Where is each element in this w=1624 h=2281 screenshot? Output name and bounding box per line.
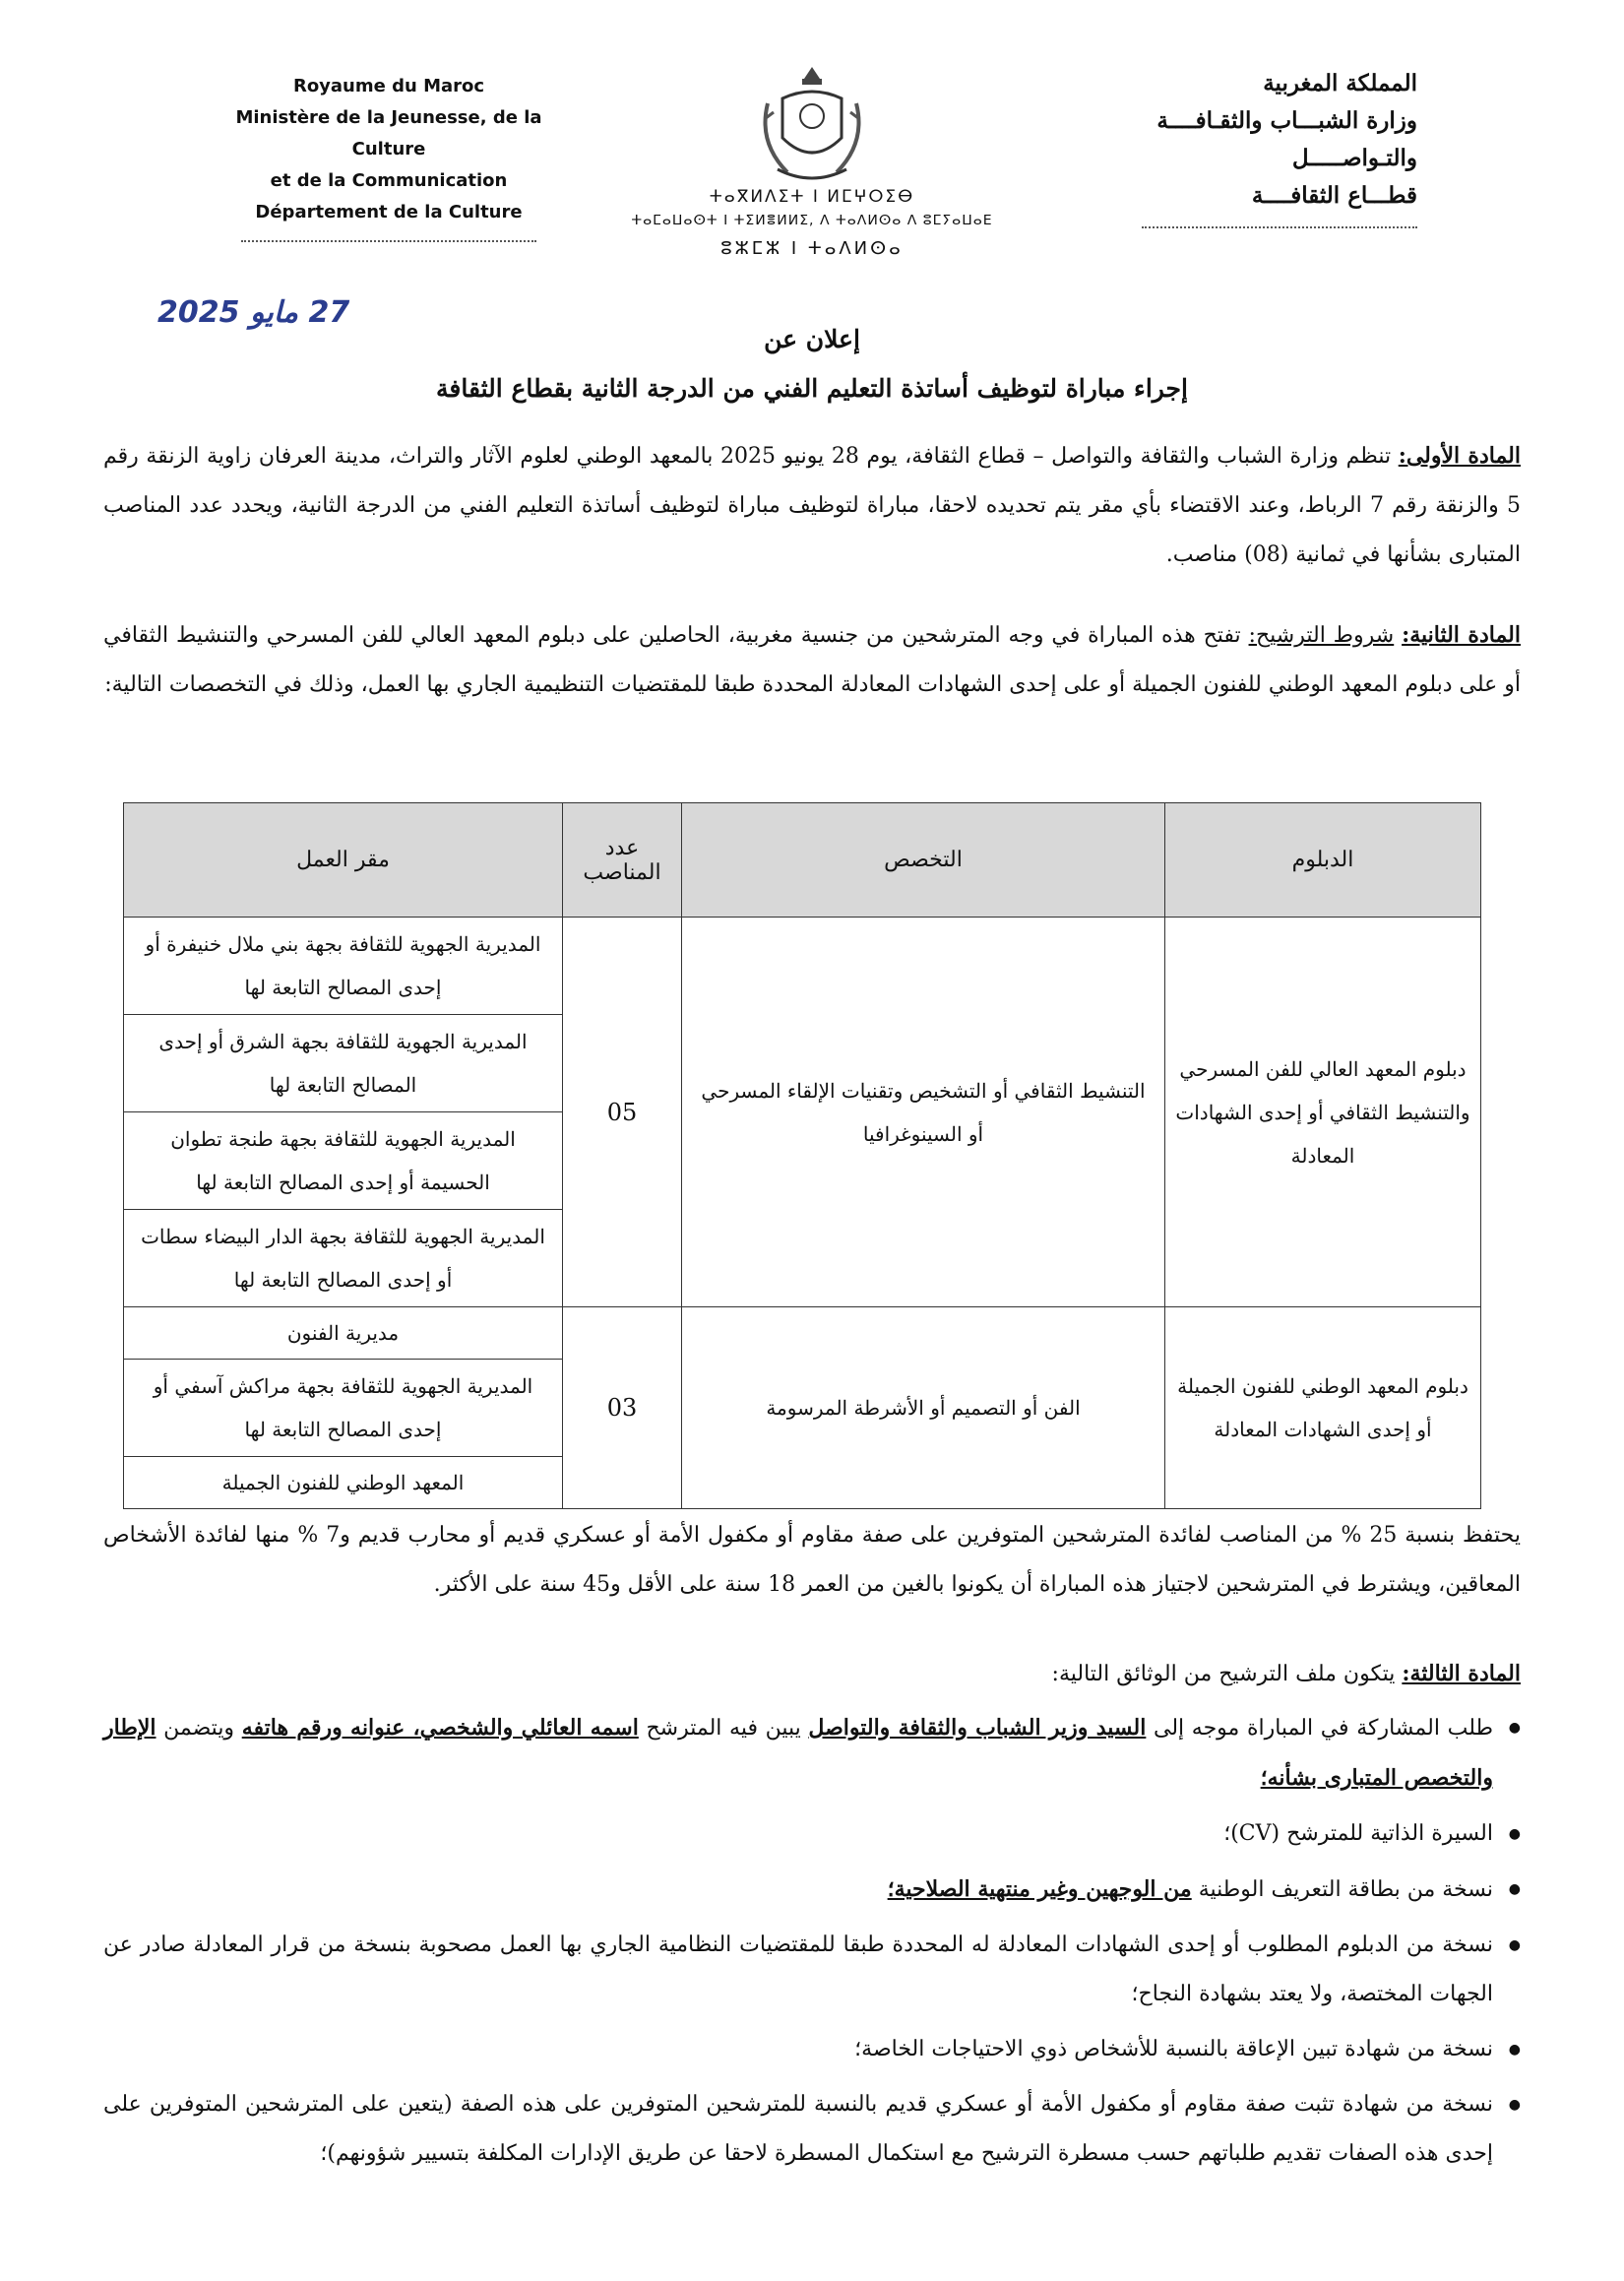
cell-workplace: المديرية الجهوية للثقافة بجهة الشرق أو إحدى المصالح التابعة لها xyxy=(124,1015,563,1112)
list-item xyxy=(103,2025,1521,2074)
list-item-text: نسخة من الدبلوم المطلوب أو إحدى الشهادات المعادلة له المحددة طبقا للمقتضيات النظامية الجاري بها العمل مصحوبة بنسخة من قرار المعادلة صادر عن الجهات المختصة، ولا يعتد بشهادة النجاح؛ xyxy=(103,1933,1493,2006)
header-tifinagh-line: ⵜⴰⴳⵍⴷⵉⵜ ⵏ ⵍⵎⵖⵔⵉⴱ xyxy=(709,187,915,207)
article-2-heading: المادة الثانية: xyxy=(1402,622,1521,648)
header-tifinagh-line: ⵜⴰⵎⴰⵡⴰⵙⵜ ⵏ ⵜⵉⵍⴻⵍⵍⵉ, ⴷ ⵜⴰⴷⵍⵙⴰ ⴷ ⵓⵎⵢⴰⵡⴰⴹ xyxy=(631,213,993,228)
positions-table xyxy=(123,802,1481,1509)
cell-workplace: المديرية الجهوية للثقافة بجهة طنجة تطوان الحسيمة أو إحدى المصالح التابعة لها xyxy=(124,1112,563,1210)
header-french-block xyxy=(202,71,576,242)
header-arabic-block xyxy=(1122,65,1417,228)
header-fr-line: Ministère de la Jeunesse, de la Culture xyxy=(235,107,542,159)
list-item xyxy=(103,1809,1521,1859)
header-diploma: الدبلوم xyxy=(1165,803,1481,918)
article-1-heading: المادة الأولى: xyxy=(1398,443,1521,469)
header-fr-line: Royaume du Maroc xyxy=(292,76,485,96)
header-fr-line: et de la Communication xyxy=(270,170,508,191)
announcement-subject: إجراء مباراة لتوظيف أساتذة التعليم الفني من الدرجة الثانية بقطاع الثقافة xyxy=(436,374,1188,403)
article-1-text: تنظم وزارة الشباب والثقافة والتواصل – قطاع الثقافة، يوم 28 يونيو 2025 بالمعهد الوطني لعلوم الآثار والتراث، مدينة العرفان زاوية الزنقة رقم 5 والزنقة رقم 7 الرباط، وعند الاقتضاء بأي مقر يتم تحديده لاحقا، مباراة لتوظيف مباراة لتوظيف أساتذة التعليم الفني من الدرجة الثانية، ويحدد عدد المناصب المتبارى بشأنها في ثمانية (08) مناصب. xyxy=(103,444,1522,567)
list-item-text: ويتضمن xyxy=(156,1716,242,1741)
table-row xyxy=(124,1307,1481,1360)
list-item-text: طلب المشاركة في المباراة موجه إلى xyxy=(1146,1716,1493,1741)
header-ar-line: قطـــاع الثقافــــة xyxy=(1251,182,1417,209)
list-item-text: نسخة من بطاقة التعريف الوطنية xyxy=(1191,1877,1493,1902)
cell-diploma: دبلوم المعهد الوطني للفنون الجميلة أو إحدى الشهادات المعادلة xyxy=(1165,1307,1481,1509)
cell-diploma: دبلوم المعهد العالي للفن المسرحي والتنشيط الثقافي أو إحدى الشهادات المعادلة xyxy=(1165,918,1481,1307)
header-fr-divider xyxy=(241,240,536,242)
date-stamp: 27 مايو 2025 xyxy=(157,295,350,330)
header-ar-line: وزارة الشبـــاب والثقـافــــة xyxy=(1156,107,1417,134)
cell-count: 03 xyxy=(563,1307,682,1509)
cell-workplace: المديرية الجهوية للثقافة بجهة الدار البيضاء سطات أو إحدى المصالح التابعة لها xyxy=(124,1210,563,1307)
article-2 xyxy=(103,610,1521,710)
cell-workplace: المديرية الجهوية للثقافة بجهة بني ملال خنيفرة أو إحدى المصالح التابعة لها xyxy=(124,918,563,1015)
cell-workplace: المعهد الوطني للفنون الجميلة xyxy=(124,1457,563,1509)
list-item xyxy=(103,1703,1521,1804)
header-tifinagh-line: ⵓⵣⵎⵣ ⵏ ⵜⴰⴷⵍⵙⴰ xyxy=(720,238,904,259)
header-workplace: مقر العمل xyxy=(124,803,563,918)
table-header-row xyxy=(124,803,1481,918)
list-item xyxy=(103,2080,1521,2179)
header-ar-divider xyxy=(1142,226,1417,228)
header-tifinagh-block xyxy=(591,187,1033,259)
article-3-heading: المادة الثالثة: xyxy=(1402,1661,1521,1686)
documents-list xyxy=(103,1703,1521,2185)
article-2-text: تفتح هذه المباراة في وجه المترشحين من جنسية مغربية، الحاصلين على دبلوم المعهد العالي للفن المسرحي والتنشيط الثقافي أو على دبلوم المعهد الوطني للفنون الجميلة أو على إحدى الشهادات المعادلة المحددة طبقا للمقتضيات التنظيمية الجاري بها العمل، وذلك في التخصصات التالية: xyxy=(103,623,1521,697)
table-row xyxy=(124,918,1481,1015)
cell-count: 05 xyxy=(563,918,682,1307)
list-item-text: نسخة من شهادة تبين الإعاقة بالنسبة للأشخاص ذوي الاحتياجات الخاصة؛ xyxy=(854,2037,1493,2061)
list-item-text: نسخة من شهادة تثبت صفة مقاوم أو مكفول الأمة أو عسكري قديم بالنسبة للمترشحين المتوفرين على هذه الصفة (يتعين على المترشحين المتوفرين على إحدى هذه الصفات تقديم طلباتهم حسب مسطرة الترشيح مع استكمال المسطرة لاحقا عن طريق الإدارات المكلفة بتسيير شؤونهم)؛ xyxy=(103,2092,1493,2166)
quota-paragraph: يحتفظ بنسبة 25 % من المناصب لفائدة المترشحين المتوفرين على صفة مقاوم أو مكفول الأمة أو عسكري قديم أو محارب قديم و7 % منها لفائدة الأشخاص المعاقين، ويشترط في المترشحين لاجتياز هذه المباراة أن يكونوا بالغين من العمر 18 سنة على الأقل و45 سنة على الأكثر. xyxy=(103,1523,1521,1597)
list-item-emphasis: الإطار والتخصص المتبارى بشأنه؛ xyxy=(103,1715,1493,1791)
header-count: عدد المناصب xyxy=(563,803,682,918)
cell-workplace: المديرية الجهوية للثقافة بجهة مراكش آسفي أو إحدى المصالح التابعة لها xyxy=(124,1360,563,1457)
announcement-title: إعلان عن xyxy=(764,325,860,353)
list-item-emphasis: اسمه العائلي والشخصي، عنوانه ورقم هاتفه xyxy=(241,1715,639,1741)
list-item-emphasis: من الوجهين وغير منتهية الصلاحية؛ xyxy=(887,1876,1192,1902)
article-1 xyxy=(103,431,1521,580)
article-3-text: يتكون ملف الترشيح من الوثائق التالية: xyxy=(1051,1662,1396,1686)
article-2-subheading: شروط الترشيح: xyxy=(1248,623,1395,648)
cell-workplace: مديرية الفنون xyxy=(124,1307,563,1360)
cell-specialty: الفن أو التصميم أو الأشرطة المرسومة xyxy=(682,1307,1165,1509)
cell-specialty: التنشيط الثقافي أو التشخيص وتقنيات الإلقاء المسرحي أو السينوغرافيا xyxy=(682,918,1165,1307)
header-fr-line: Département de la Culture xyxy=(255,202,523,222)
header-ar-line: المملكة المغربية xyxy=(1263,70,1417,96)
list-item xyxy=(103,1865,1521,1915)
list-item-emphasis: السيد وزير الشباب والثقافة والتواصل xyxy=(808,1715,1147,1741)
royal-emblem-icon xyxy=(748,59,876,187)
list-item xyxy=(103,1921,1521,2019)
article-3 xyxy=(103,1649,1521,1699)
list-item-text: السيرة الذاتية للمترشح (CV)؛ xyxy=(1223,1821,1493,1846)
header-ar-line: والتـواصـــــل xyxy=(1291,145,1417,171)
list-item-text: يبين فيه المترشح xyxy=(638,1716,809,1741)
header-specialty: التخصص xyxy=(682,803,1165,918)
